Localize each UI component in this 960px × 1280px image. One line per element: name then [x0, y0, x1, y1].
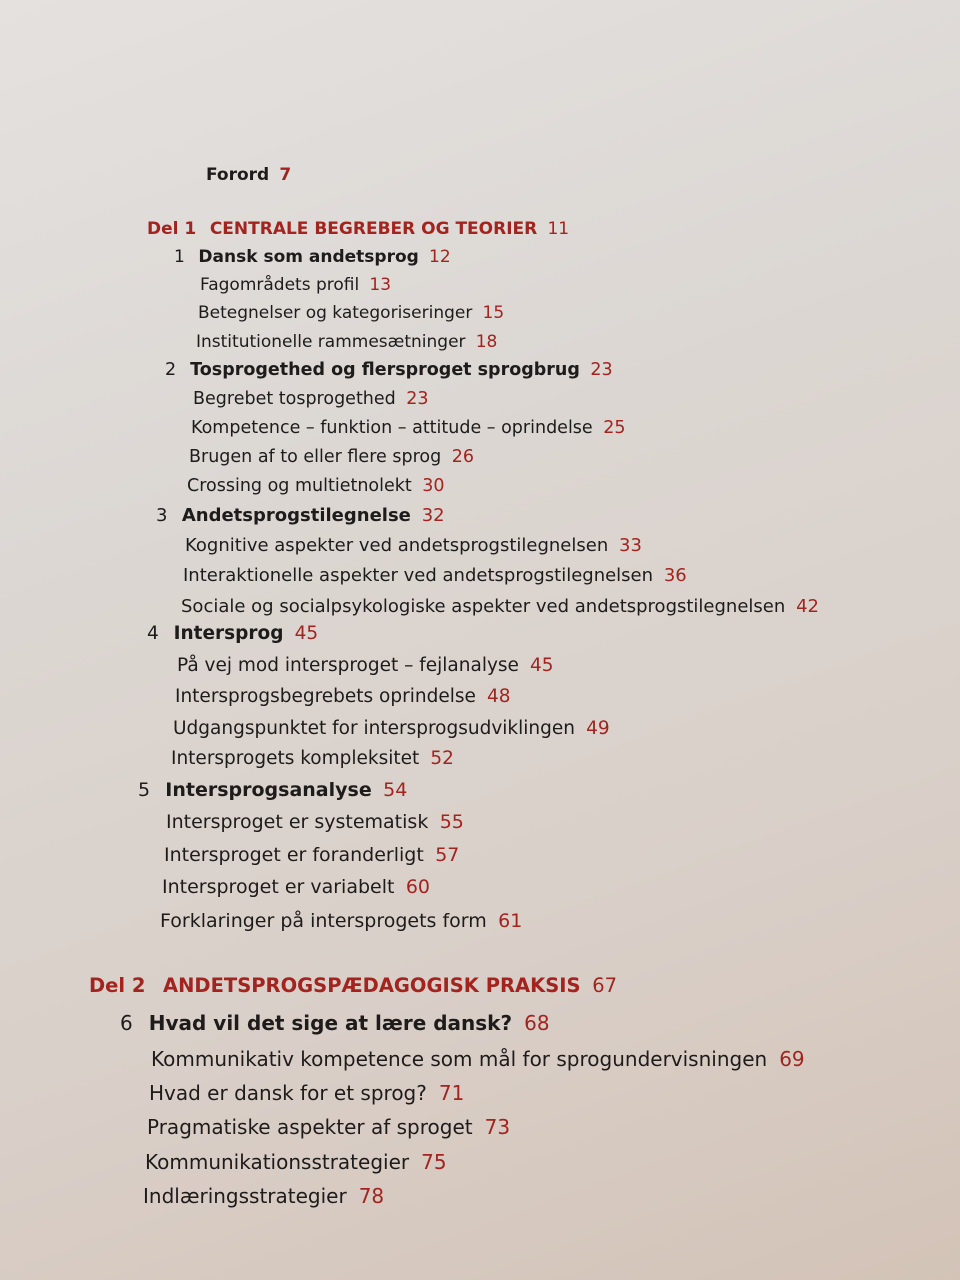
toc-section	[164, 846, 459, 865]
section-title: Intersprogets kompleksitet	[171, 748, 420, 769]
toc-page-number: 30	[422, 476, 445, 496]
section-title: Intersproget er systematisk	[166, 811, 429, 833]
toc-page-number: 75	[421, 1150, 447, 1174]
chapter-number: 6	[120, 1011, 133, 1035]
section-title: Pragmatiske aspekter af sproget	[147, 1115, 473, 1139]
toc-page-number: 52	[430, 748, 454, 769]
toc-chapter	[165, 362, 613, 380]
chapter-title: Hvad vil det sige at lære dansk?	[148, 1011, 513, 1035]
toc-page-number: 71	[438, 1081, 465, 1105]
section-title: Crossing og multietnolekt	[187, 476, 412, 496]
toc-section	[200, 277, 391, 294]
toc-section	[181, 598, 819, 616]
toc-section	[185, 537, 642, 555]
chapter-number: 2	[165, 360, 177, 380]
chapter-title: Tosprogethed og flersproget sprogbrug	[190, 360, 580, 380]
toc-section	[196, 334, 497, 351]
toc-page-number: 69	[779, 1047, 805, 1071]
toc-page-number: 33	[619, 535, 642, 556]
toc-page-number: 49	[586, 718, 610, 739]
toc-section	[193, 391, 429, 409]
toc-section	[183, 567, 687, 585]
toc-page-number: 60	[405, 876, 431, 898]
section-title: Intersproget er variabelt	[162, 876, 395, 898]
toc-section	[177, 657, 554, 676]
toc-forord	[206, 167, 291, 184]
toc-page-number: 25	[603, 418, 626, 438]
toc-section	[143, 1186, 384, 1206]
section-title: På vej mod intersproget – fejlanalyse	[177, 655, 519, 676]
toc-page-number: 67	[592, 974, 618, 997]
toc-page-number: 78	[358, 1184, 385, 1208]
section-title: Udgangspunktet for intersprogsudviklingen	[173, 718, 575, 739]
toc-page-number: 11	[547, 219, 570, 239]
section-title: Fagområdets profil	[200, 275, 360, 295]
toc-section	[166, 813, 464, 832]
section-title: Kommunikationsstrategier	[145, 1150, 410, 1174]
toc-page-number: 57	[435, 844, 460, 866]
toc-section	[175, 688, 511, 707]
part-label: Del 2	[89, 974, 146, 997]
toc-page-number: 54	[383, 779, 408, 801]
chapter-title: Intersprogsanalyse	[165, 779, 372, 801]
part-label: Del 1	[147, 219, 197, 239]
section-title: Kognitive aspekter ved andetsprogstilegnelsen	[185, 535, 609, 556]
chapter-title: Intersprog	[173, 623, 284, 644]
section-title: Hvad er dansk for et sprog?	[149, 1081, 427, 1105]
toc-page-number: 32	[421, 505, 445, 526]
toc-chapter	[120, 1013, 550, 1033]
toc-chapter	[138, 781, 407, 800]
toc-section	[151, 1049, 805, 1069]
toc-chapter	[147, 625, 318, 644]
chapter-number: 4	[147, 623, 159, 644]
toc-section	[189, 449, 474, 467]
toc-page-number: 73	[484, 1115, 511, 1139]
section-title: Institutionelle rammesætninger	[196, 332, 466, 352]
toc-section	[171, 750, 454, 769]
toc-page-number: 48	[486, 686, 511, 707]
toc-section	[145, 1152, 447, 1172]
toc-section	[198, 305, 504, 322]
toc-page-number: 45	[294, 623, 319, 644]
toc-chapter	[156, 507, 445, 525]
toc-page-number: 26	[451, 447, 474, 467]
toc-page-number: 23	[590, 360, 613, 380]
toc-page-number: 15	[482, 303, 505, 323]
section-title: Intersprogsbegrebets oprindelse	[175, 686, 476, 707]
chapter-number: 5	[138, 779, 151, 801]
toc-page-number: 18	[475, 332, 498, 352]
toc-section	[160, 912, 522, 931]
section-title: Kommunikativ kompetence som mål for sprogundervisningen	[151, 1047, 768, 1071]
toc-forord-label: Forord	[206, 165, 270, 185]
section-title: Sociale og socialpsykologiske aspekter ved andetsprogstilegnelsen	[181, 596, 786, 617]
toc-section	[147, 1117, 510, 1137]
toc-page-number: 23	[406, 389, 429, 409]
section-title: Indlæringsstrategier	[143, 1184, 347, 1208]
toc-page-number: 7	[279, 165, 292, 185]
toc-page-number: 45	[530, 655, 554, 676]
toc-part-heading	[147, 221, 569, 238]
section-title: Kompetence – funktion – attitude – oprindelse	[191, 418, 593, 438]
part-title: CENTRALE BEGREBER OG TEORIER	[209, 219, 538, 239]
chapter-number: 1	[174, 247, 185, 267]
chapter-title: Dansk som andetsprog	[198, 247, 419, 267]
toc-section	[173, 720, 610, 739]
section-title: Intersproget er foranderligt	[164, 844, 424, 866]
section-title: Begrebet tosprogethed	[193, 389, 396, 409]
toc-page-number: 12	[429, 247, 451, 267]
toc-chapter	[174, 249, 451, 266]
toc-page-number: 13	[369, 275, 392, 295]
chapter-number: 3	[156, 505, 168, 526]
toc-page-number: 68	[524, 1011, 550, 1035]
section-title: Interaktionelle aspekter ved andetsprogstilegnelsen	[183, 565, 654, 586]
toc-section	[162, 878, 430, 897]
chapter-title: Andetsprogstilegnelse	[181, 505, 411, 526]
toc-page-number: 36	[663, 565, 687, 586]
toc-page-number: 55	[439, 811, 464, 833]
toc-page-number: 42	[796, 596, 819, 617]
toc-part-heading	[89, 976, 617, 996]
section-title: Brugen af to eller flere sprog	[189, 447, 442, 467]
toc-section	[187, 478, 445, 496]
section-title: Betegnelser og kategoriseringer	[198, 303, 473, 323]
section-title: Forklaringer på intersprogets form	[160, 910, 487, 932]
toc-page-number: 61	[498, 910, 523, 932]
part-title: ANDETSPROGSPÆDAGOGISK PRAKSIS	[163, 974, 581, 997]
toc-section	[149, 1083, 464, 1103]
toc-section	[191, 420, 625, 438]
